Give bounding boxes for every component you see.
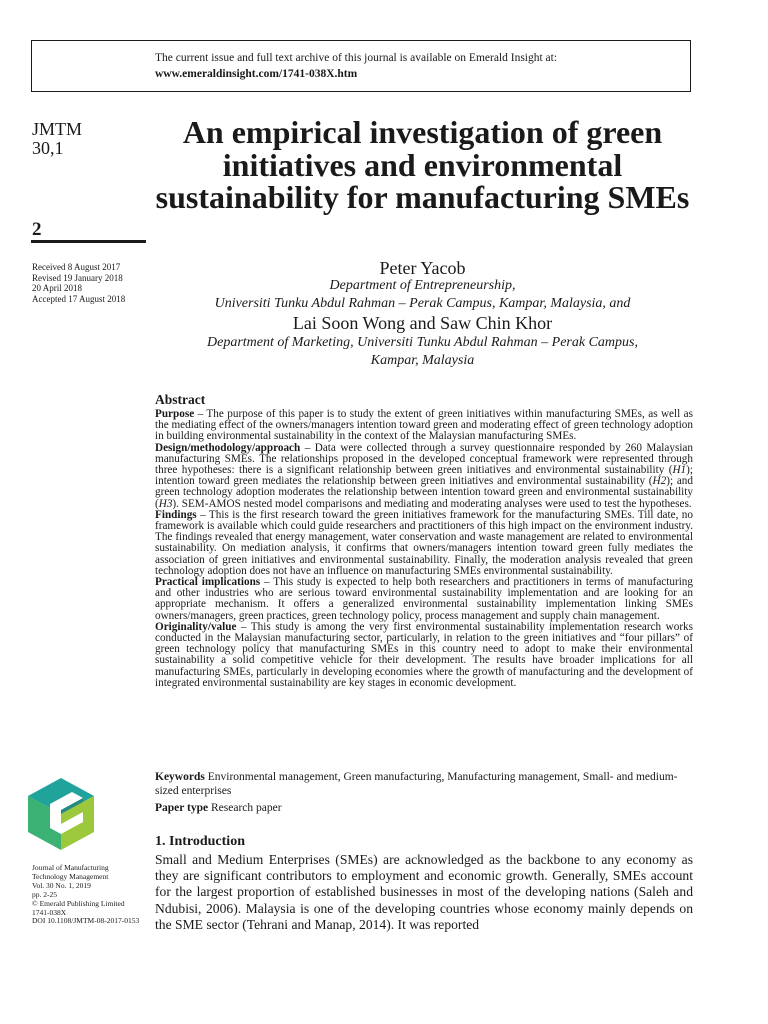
journal-abbrev: JMTM — [32, 119, 83, 139]
abstract-originality — [155, 622, 693, 689]
design-text-2: ); intention toward green mediates the relationship between green initiatives and environmental sustainability ( — [155, 464, 693, 488]
design-text-3: ); and green technology adoption moderates the relationship between intention toward green and environmental sustainability ( — [155, 475, 693, 510]
hypothesis-h2: H2 — [652, 475, 667, 488]
abstract-purpose — [155, 409, 693, 443]
date-accepted: Accepted 17 August 2018 — [32, 293, 126, 304]
abstract-practical — [155, 577, 693, 622]
findings-label: Findings — [155, 508, 197, 521]
purpose-label: Purpose — [155, 408, 195, 420]
keywords-text: Environmental management, Green manufacturing, Manufacturing management, Small- and medium-sized enterprises — [155, 771, 678, 797]
margin-rule — [31, 240, 146, 243]
journal-url-link[interactable]: www.emeraldinsight.com/1741-038X.htm — [155, 68, 358, 80]
journal-code — [32, 120, 82, 158]
date-revised: Revised 19 January 2018 — [32, 272, 123, 283]
findings-text: – This is the first research toward the green initiatives framework for the manufacturing SMEs. Till date, no framework is available which could guide researchers and practitioners of this high impact on the environment industry. The findings revealed that energy management, water conservation and waste management are related to environmental sustainability. On mediation analysis, it confirms that owners/managers intention toward green fully mediates the association of green initiatives and environmental sustainability. Finally, the moderation analysis revealed that green technology adoption does not have an influence on manufacturing SMEs environmental sustainability. — [155, 508, 693, 577]
paper-type-label: Paper type — [155, 802, 209, 814]
page-number: 2 — [32, 219, 42, 240]
emerald-logo-icon — [28, 778, 94, 850]
introduction-heading: 1. Introduction — [155, 834, 245, 849]
originality-label: Originality/value — [155, 620, 237, 633]
abstract-heading: Abstract — [155, 392, 206, 407]
design-text-1: – Data were collected through a survey questionnaire responded by 260 Malaysian manufacturing SMEs. The relationships proposed in the developed conceptual framework were represented through three hypotheses: there is a significant relationship between green initiatives and environmental sustainability ( — [155, 441, 693, 477]
journal-doi: DOI 10.1108/JMTM-08-2017-0153 — [32, 916, 140, 926]
journal-copyright: © Emerald Publishing Limited — [32, 898, 125, 908]
affiliation-2b: Kampar, Malaysia — [370, 353, 475, 368]
journal-name-2: Technology Management — [32, 871, 109, 881]
keywords — [155, 771, 693, 798]
affiliation-1a: Department of Entrepreneurship, — [329, 278, 516, 293]
paper-type-text: Research paper — [208, 802, 282, 814]
abstract-findings — [155, 510, 693, 577]
author-1: Peter Yacob — [379, 258, 466, 278]
keywords-label: Keywords — [155, 771, 205, 783]
journal-issn: 1741-038X — [32, 907, 67, 917]
hypothesis-h3: H3 — [158, 497, 173, 510]
journal-info — [32, 864, 152, 926]
practical-text: – This study is expected to help both researchers and practitioners in terms of manufacturing and other industries who are serious toward environmental sustainability implementation and are looking for an appropriate mechanism. It offers a generalized environmental sustainability implementation linking SMEs owners/managers, green practices, green technology policy, process management and supply chain management. — [155, 576, 693, 622]
journal-volume: Vol. 30 No. 1, 2019 — [32, 880, 91, 890]
practical-label: Practical implications — [155, 576, 261, 589]
availability-text: The current issue and full text archive of this journal is available on Emerald Insight at: — [155, 52, 558, 64]
journal-name-1: Journal of Manufacturing — [32, 863, 109, 872]
article-title: An empirical investigation of green initiatives and environmental sustainability for manufacturing SMEs — [155, 114, 690, 215]
design-text-4: ). SEM-AMOS nested model comparisons and mediating and moderating analyses were used to test the hypotheses. — [172, 497, 692, 510]
hypothesis-h1: H1 — [672, 464, 687, 477]
author-2: Lai Soon Wong and Saw Chin Khor — [292, 313, 553, 333]
originality-text: – This study is among the very first environmental sustainability implementation research works conducted in the Malaysian manufacturing sector, particularly, in relation to the green initiatives and “four pillars” of green technology policy that manufacturing SMEs in this country need to adopt to make their environmental sustainability a solid competitive vehicle for their development. The results have broader implications for all manufacturing SMEs, particularly in developing economies where the growth of manufacturing and the development of integrated environmental sustainability are key stages in economic development. — [155, 620, 693, 689]
date-received: Received 8 August 2017 — [32, 262, 121, 272]
design-label: Design/methodology/approach — [155, 441, 301, 454]
affiliation-2a: Department of Marketing, Universiti Tunku Abdul Rahman – Perak Campus, — [207, 335, 638, 350]
date-revised-2: 20 April 2018 — [32, 283, 83, 293]
journal-pages: pp. 2-25 — [32, 889, 57, 899]
abstract-body — [155, 409, 693, 689]
paper-type — [155, 802, 282, 814]
journal-availability-box — [31, 40, 691, 92]
abstract-design — [155, 443, 693, 510]
purpose-text: – The purpose of this paper is to study the extent of green initiatives within manufacturing SMEs, as well as the mediating effect of the owners/managers intention toward green and moderating effect of green technology adoption in building environmental sustainability in the context of the Malaysian manufacturing SMEs. — [155, 408, 693, 443]
affiliation-1b: Universiti Tunku Abdul Rahman – Perak Campus, Kampar, Malaysia, and — [214, 296, 631, 311]
introduction-body: Small and Medium Enterprises (SMEs) are acknowledged as the backbone to any economy as they are significant contributors to employment and economic growth. Generally, SMEs account for the largest proportion of established businesses in most of the developing nations (Saleh and Ndubisi, 2006). Malaysia is one of the developing countries whose economy mainly depends on the SME sector (Tehrani and Manap, 2014). It was reported — [155, 852, 693, 932]
submission-dates — [32, 262, 125, 304]
volume-issue: 30,1 — [32, 138, 64, 158]
